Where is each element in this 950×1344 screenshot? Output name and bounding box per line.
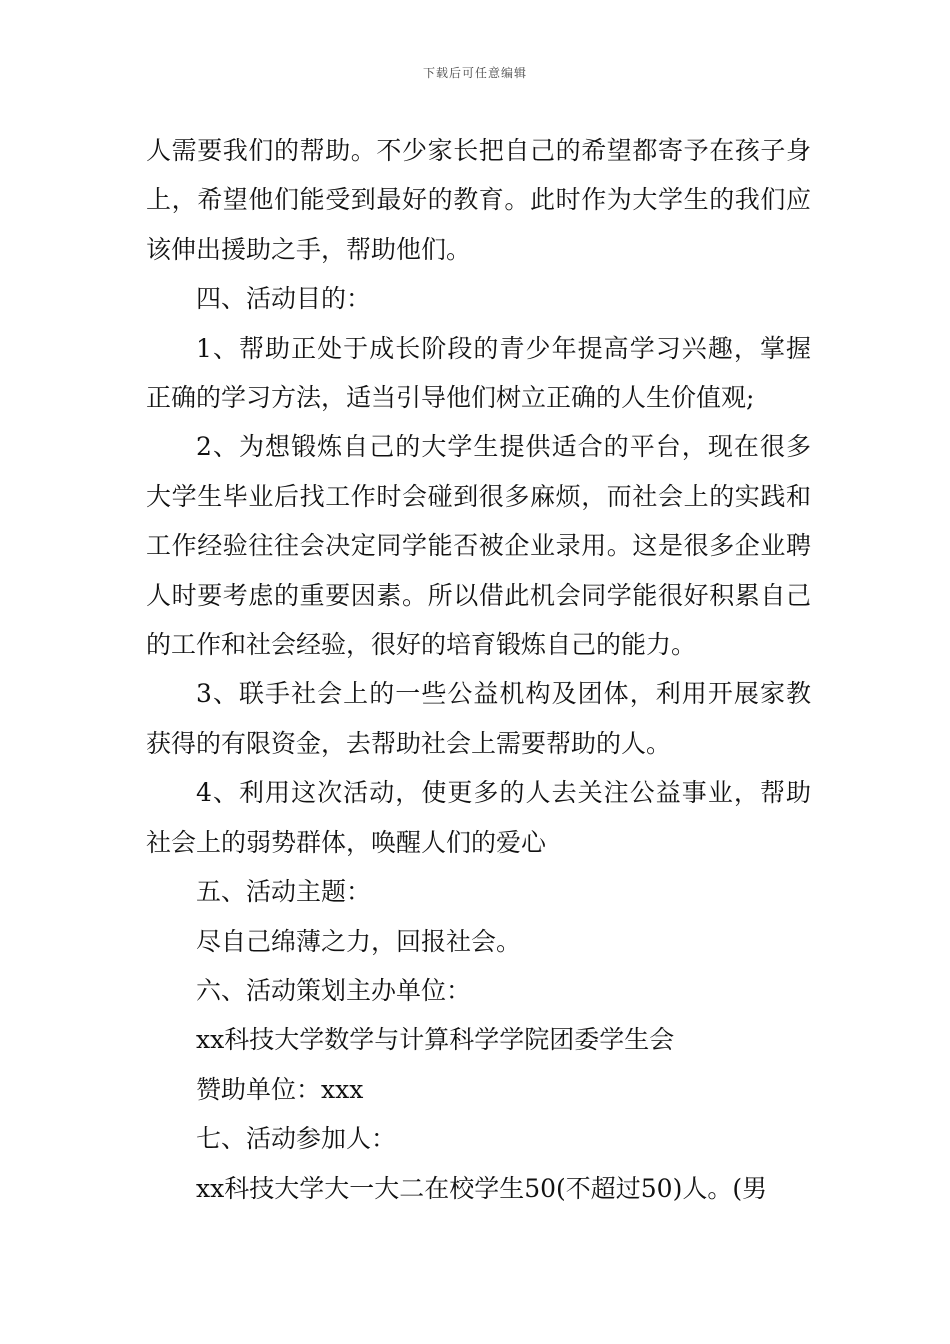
paragraph: 2、为想锻炼自己的大学生提供适合的平台，现在很多大学生毕业后找工作时会碰到很多麻烦，而社会上的实践和工作经验往往会决定同学能否被企业录用。这是很多企业聘人时要考虑的重要因素。所以借此机会同学能很好积累自己的工作和社会经验，很好的培育锻炼自己的能力。 [146, 432, 811, 660]
paragraph: 1、帮助正处于成长阶段的青少年提高学习兴趣，掌握正确的学习方法，适当引导他们树立正确的人生价值观; [146, 333, 811, 413]
paragraph: 3、联手社会上的一些公益机构及团体，利用开展家教获得的有限资金，去帮助社会上需要帮助的人。 [146, 679, 811, 758]
section-heading-objectives: 四、活动目的： [196, 284, 372, 314]
paragraph: 人需要我们的帮助。不少家长把自己的希望都寄予在孩子身上，希望他们能受到最好的教育。此时作为大学生的我们应该伸出援助之手，帮助他们。 [146, 136, 811, 264]
paragraph: 赞助单位：xxx [196, 1074, 364, 1104]
section-heading-participants: 七、活动参加人： [196, 1124, 397, 1154]
paragraph: 4、利用这次活动，使更多的人去关注公益事业，帮助社会上的弱势群体，唤醒人们的爱心 [146, 778, 811, 857]
paragraph: xx科技大学大一大二在校学生50(不超过50)人。(男 [196, 1173, 768, 1203]
page-header: 下载后可任意编辑 [422, 66, 527, 80]
paragraph: 尽自己绵薄之力，回报社会。 [196, 926, 522, 956]
section-heading-theme: 五、活动主题： [196, 877, 372, 907]
paragraph: xx科技大学数学与计算科学学院团委学生会 [196, 1025, 675, 1055]
document-body [146, 126, 811, 1213]
section-heading-organizer: 六、活动策划主办单位： [196, 975, 472, 1005]
